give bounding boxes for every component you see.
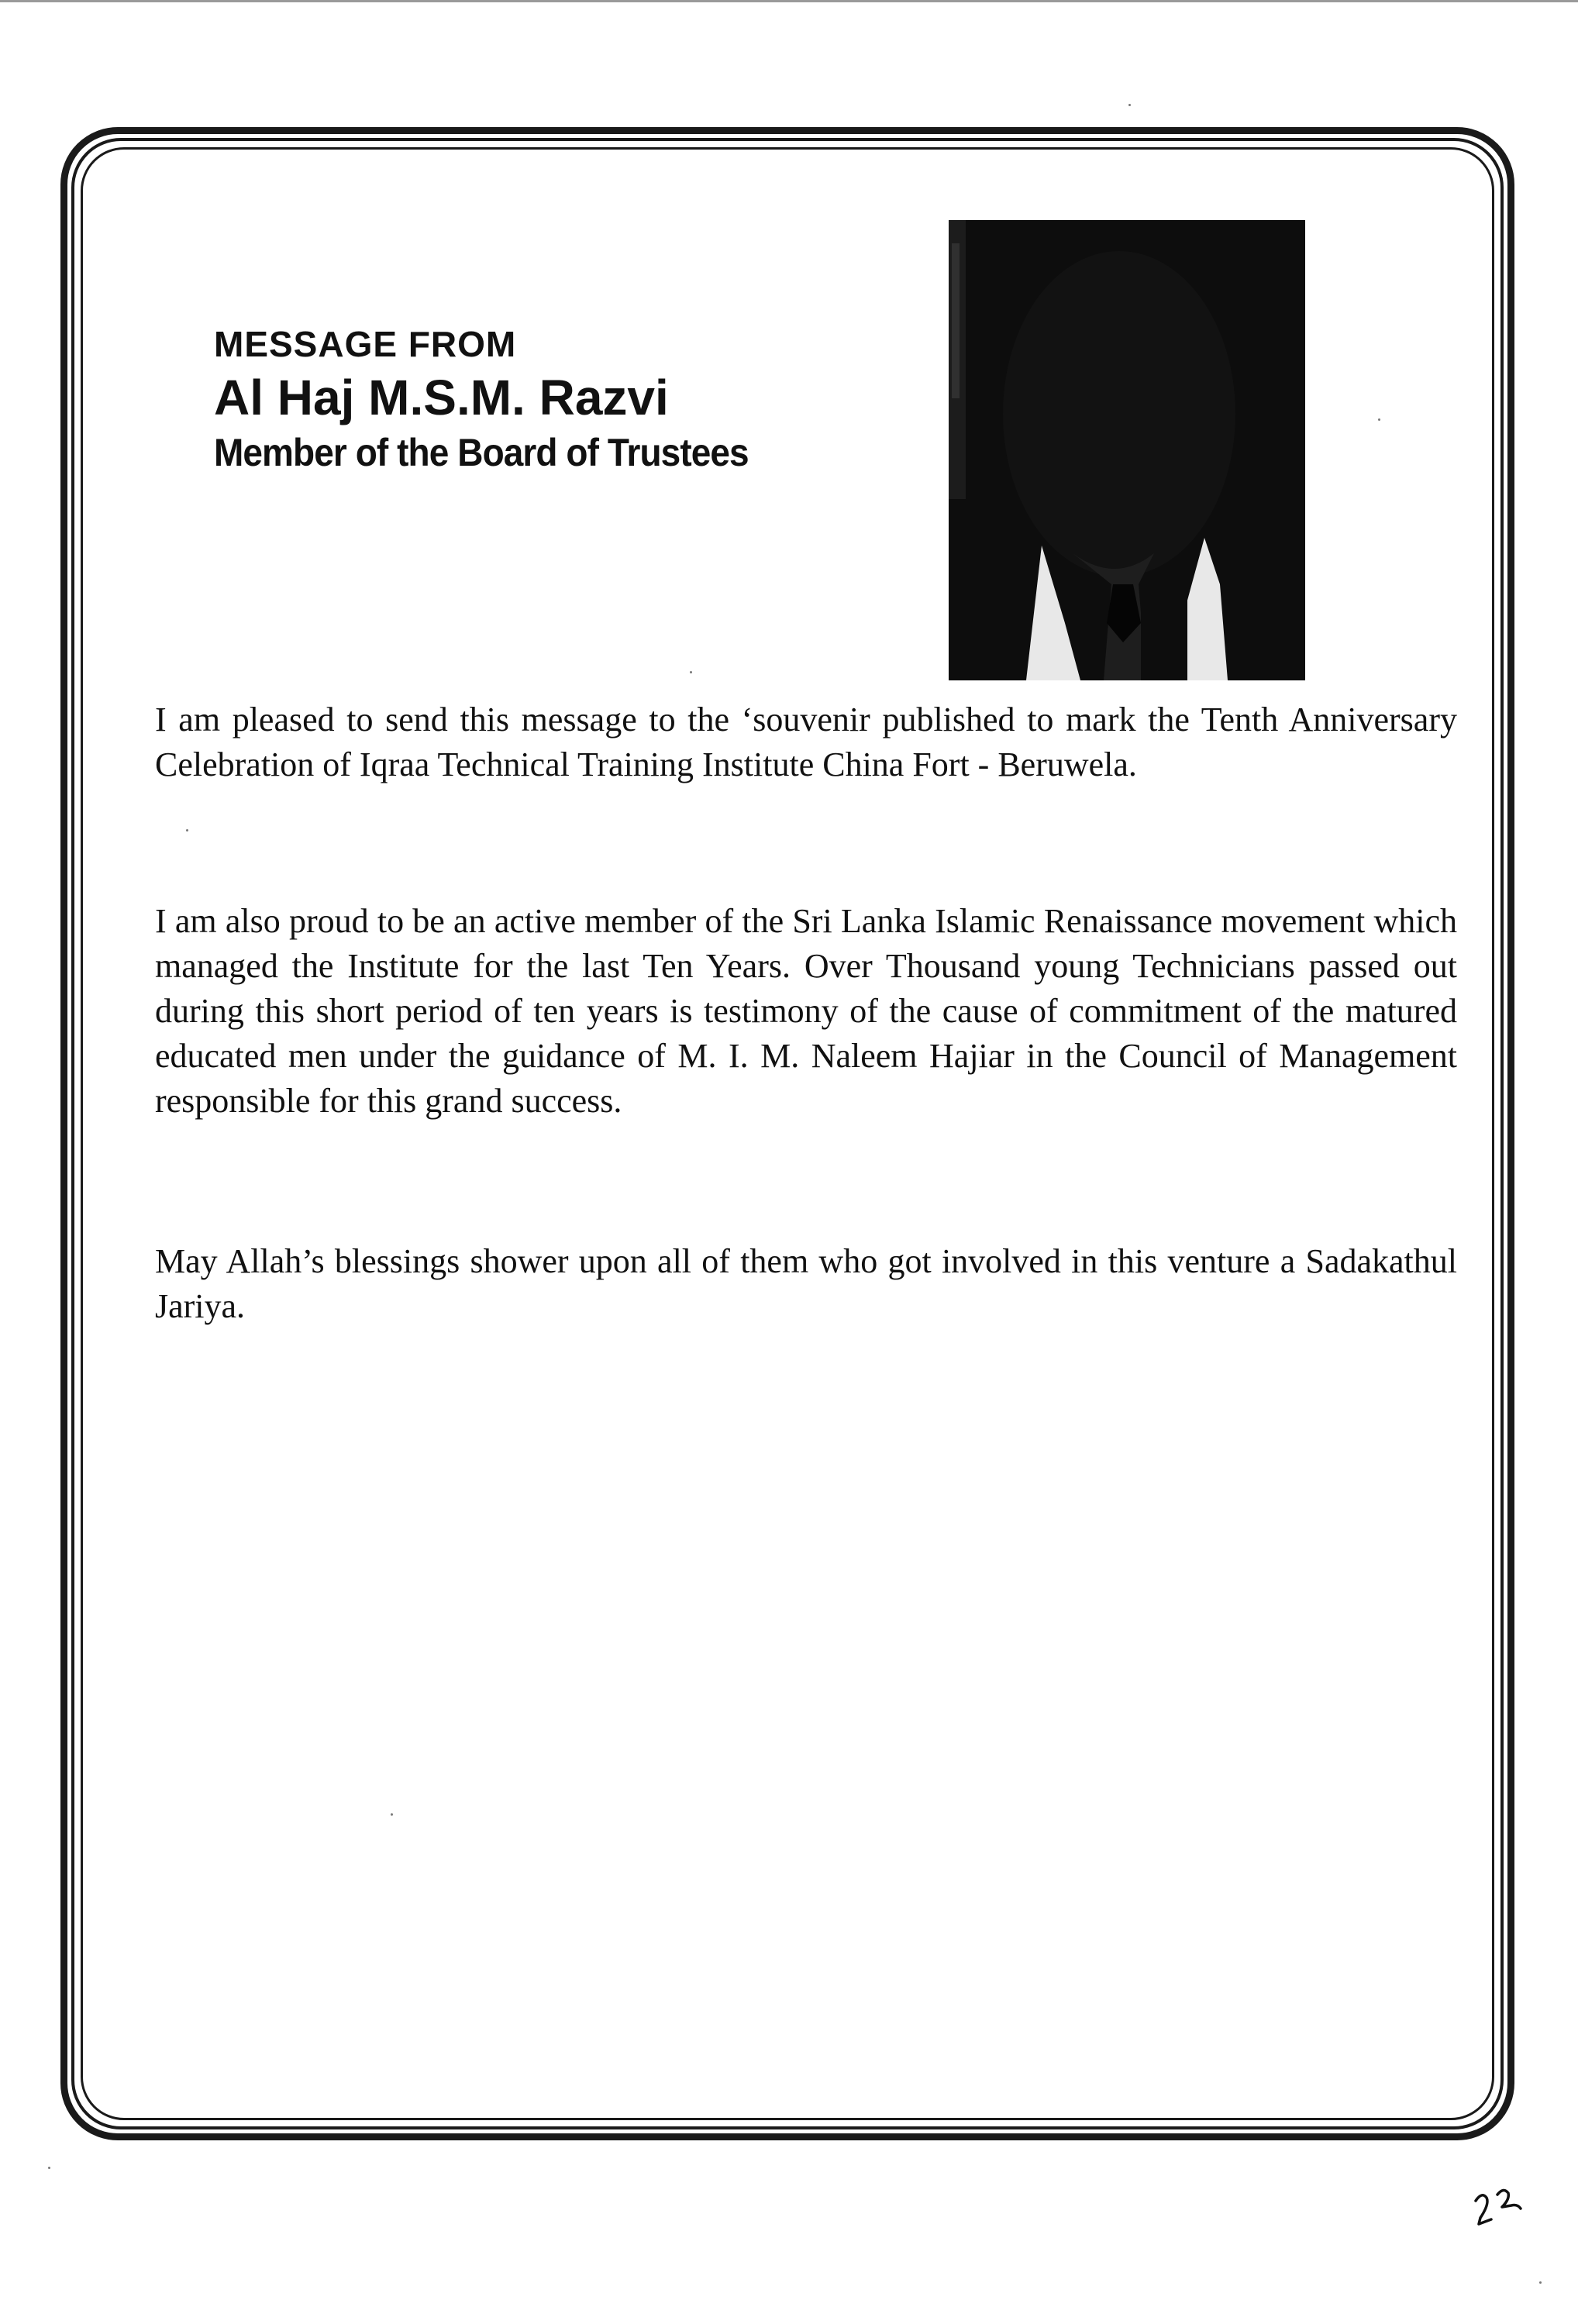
top-edge-rule <box>0 0 1578 2</box>
author-name: Al Haj M.S.M. Razvi <box>214 370 669 425</box>
handwritten-page-number <box>1471 2184 1533 2238</box>
scan-speck <box>48 2167 50 2169</box>
message-kicker: MESSAGE FROM <box>214 324 517 364</box>
scan-speck <box>1128 104 1131 106</box>
scan-speck <box>391 1813 393 1816</box>
message-paragraph: I am pleased to send this message to the ‘souvenir published to mark the Tenth Anniversary Celebration of Iqraa Technical Training Institute China Fort - Beruwela. <box>155 701 1457 783</box>
message-header <box>214 321 911 477</box>
scan-speck <box>1539 2281 1542 2284</box>
message-paragraph: I am also proud to be an active member of the Sri Lanka Islamic Renaissance movement which managed the Institute for the last Ten Years. Over Thousand young Technicians passed out during this short period of ten years is testimony of the cause of commitment of the matured educated men under the guidance of M. I. M. Naleem Hajiar in the Council of Management responsible for this grand success. <box>155 902 1457 1120</box>
scan-speck <box>690 671 692 673</box>
scan-speck <box>186 829 188 831</box>
author-role: Member of the Board of Trustees <box>214 431 749 474</box>
message-paragraph: May Allah’s blessings shower upon all of them who got involved in this venture a Sadakathul Jariya. <box>155 1242 1457 1325</box>
author-portrait-photo <box>949 220 1305 680</box>
scan-speck <box>1378 418 1380 421</box>
